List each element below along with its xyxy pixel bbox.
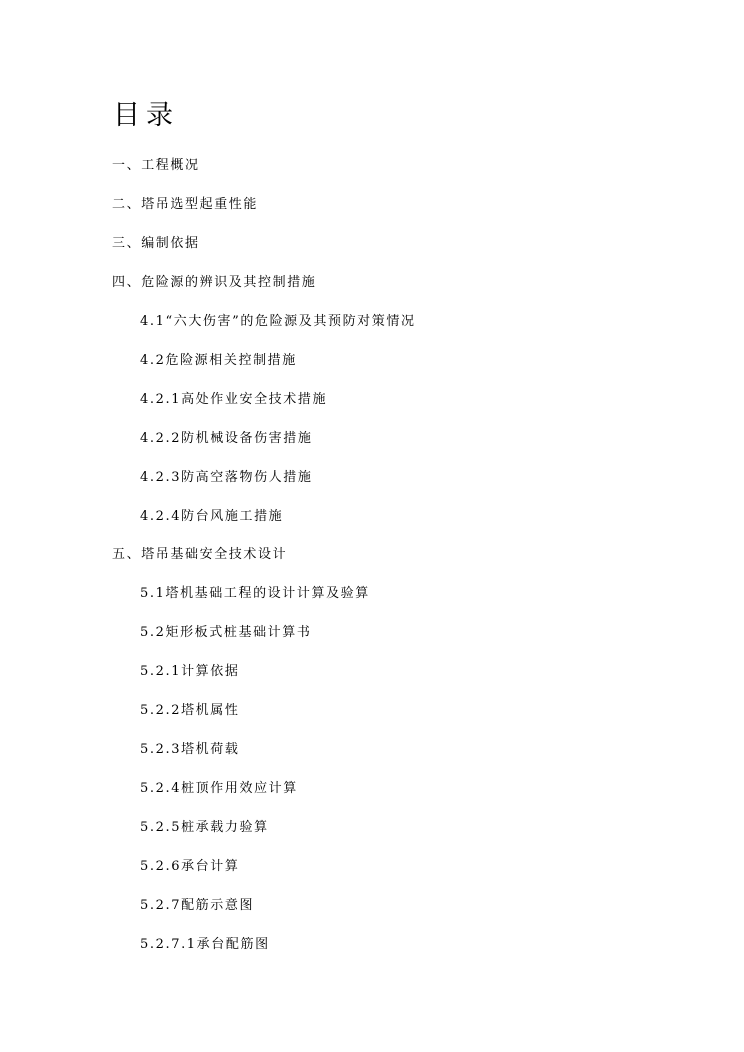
toc-item[interactable]: 4.2.4防台风施工措施	[140, 509, 284, 524]
toc-item[interactable]: 5.2.5桩承载力验算	[140, 820, 269, 835]
toc-title: 目录	[113, 100, 179, 131]
toc-item[interactable]: 5.2.6承台计算	[140, 859, 240, 874]
toc-item[interactable]: 五、塔吊基础安全技术设计	[112, 547, 288, 562]
toc-item[interactable]: 一、工程概况	[112, 158, 200, 173]
toc-item[interactable]: 5.2矩形板式桩基础计算书	[140, 625, 312, 640]
toc-item[interactable]: 5.2.3塔机荷载	[140, 742, 240, 757]
toc-item[interactable]: 5.2.7.1承台配筋图	[140, 937, 270, 952]
toc-item[interactable]: 三、编制依据	[112, 236, 200, 251]
toc-item[interactable]: 5.1塔机基础工程的设计计算及验算	[140, 586, 370, 601]
toc-item[interactable]: 5.2.4桩顶作用效应计算	[140, 781, 298, 796]
toc-item[interactable]: 5.2.7配筋示意图	[140, 898, 255, 913]
toc-item[interactable]: 4.1“六大伤害”的危险源及其预防对策情况	[140, 314, 416, 329]
toc-item[interactable]: 四、危险源的辨识及其控制措施	[112, 275, 317, 290]
toc-item[interactable]: 4.2.1高处作业安全技术措施	[140, 392, 328, 407]
toc-item[interactable]: 二、塔吊选型起重性能	[112, 197, 259, 212]
toc-item[interactable]: 5.2.1计算依据	[140, 664, 240, 679]
toc-item[interactable]: 5.2.2塔机属性	[140, 703, 240, 718]
toc-item[interactable]: 4.2.2防机械设备伤害措施	[140, 431, 313, 446]
toc-item[interactable]: 4.2.3防高空落物伤人措施	[140, 470, 313, 485]
toc-item[interactable]: 4.2危险源相关控制措施	[140, 353, 297, 368]
